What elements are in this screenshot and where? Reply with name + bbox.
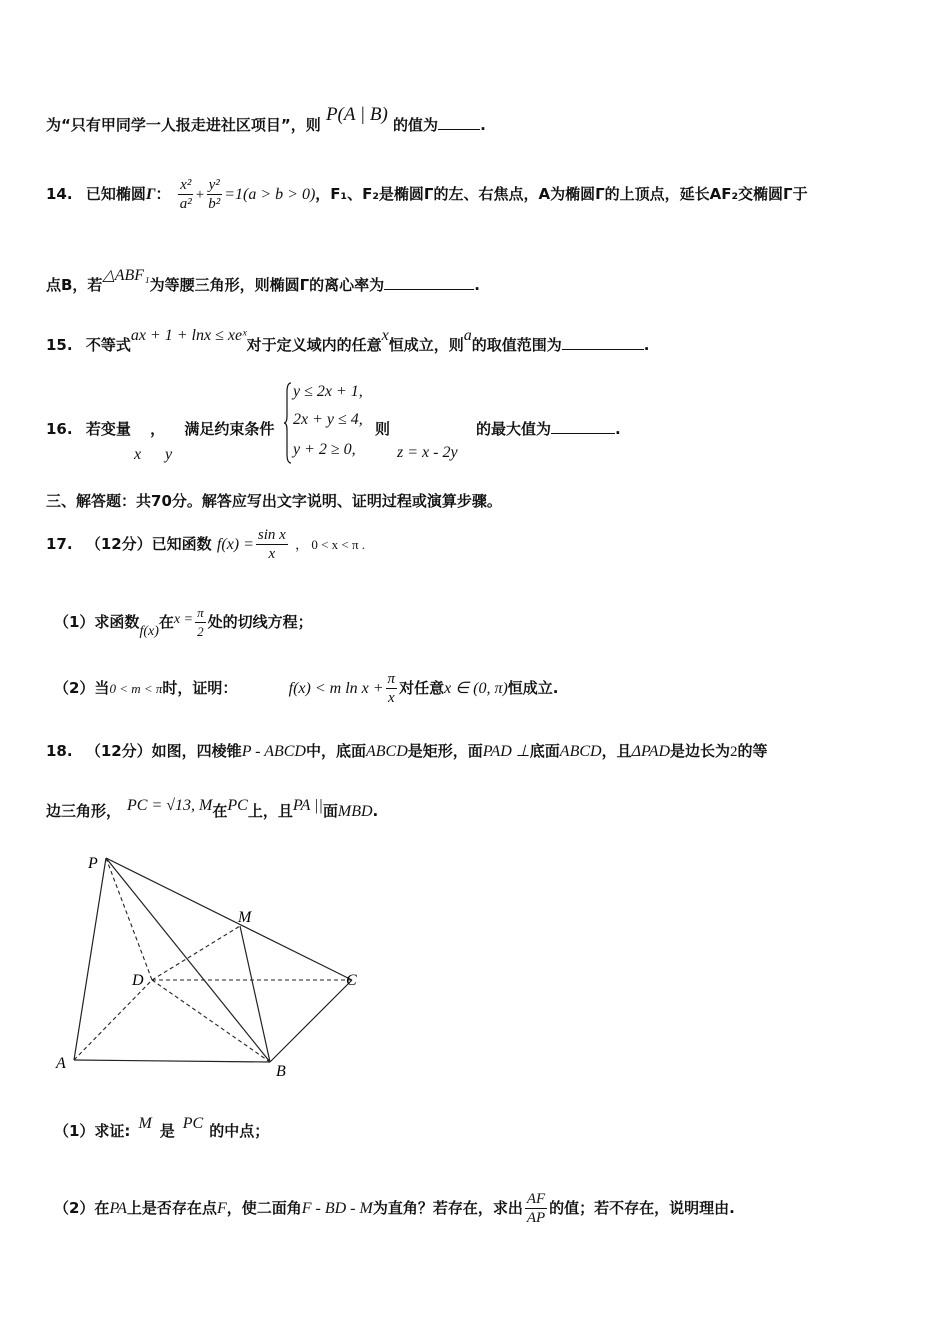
q16-var-y: y: [165, 446, 173, 463]
q14-line1: 14. 已知椭圆Γ： $\frac{\text{x²}}{\text{a²}}$ + $\frac{\text{y²}}{\text{b²}}$ =1(a > b > 0)，F₁、F₂是椭圆Γ的左、右焦点，A为椭圆Γ的上顶点，延长AF₂交椭圆Γ于: [46, 177, 808, 212]
q17-part2: （2）当0 < m < π时，证明： f(x) < m ln x + $\frac{\pi}{x}$ 对任意x ∈ (0, π)恒成立.: [54, 671, 559, 706]
q17-part1: （1）求函数f(x)在x = $\frac{\pi}{2}$ 处的切线方程；: [54, 605, 313, 639]
q16-then: 则: [375, 420, 391, 438]
label-M: M: [238, 909, 252, 926]
edge-DB: [152, 980, 270, 1062]
q16-z: z = x - 2y: [397, 444, 458, 461]
q18-part1: （1）求证: M 是 PC 的中点；: [54, 1115, 270, 1140]
q18-line2: 边三角形， PC = √13, M在PC上，且PA ||面MBD.: [46, 797, 379, 820]
edge-PA: [74, 858, 106, 1060]
q14-rest: ，F₁、F₂是椭圆Γ的左、右焦点，A为椭圆Γ的上顶点，延长AF₂交椭圆Γ于: [315, 185, 808, 203]
label-A: A: [56, 1055, 66, 1072]
q16-blank: [551, 419, 615, 434]
q16-brace: [284, 382, 292, 464]
q14-eq: =1(a > b > 0): [224, 186, 316, 203]
q13-post: 的值为: [393, 116, 439, 134]
label-D: D: [132, 972, 144, 989]
label-B: B: [276, 1063, 286, 1080]
q17-frac: $\frac{\text{sin x}}{x}$: [257, 527, 286, 562]
pyramid-figure: [44, 840, 374, 1085]
edge-DM: [152, 926, 240, 980]
edge-PC: [106, 858, 352, 980]
q13-blank: [438, 115, 480, 130]
q14-frac-x: $\frac{\text{x²}}{\text{a²}}$: [179, 177, 192, 212]
q14-line2: 点B，若△ABF₁为等腰三角形，则椭圆Γ的离心率为 .: [46, 267, 480, 294]
edge-AD: [74, 980, 152, 1060]
q18-part2: （2）在PA上是否存在点F，使二面角F - BD - M为直角？若存在，求出 $\frac{AF}{AP}$ 的值；若不存在，说明理由.: [54, 1191, 735, 1226]
edge-AB: [74, 1060, 270, 1062]
q14-frac-y: $\frac{\text{y²}}{\text{b²}}$: [208, 177, 221, 212]
q16-c2: 2x + y ≤ 4,: [293, 411, 363, 428]
edge-PB: [106, 858, 270, 1062]
q16-post: 的最大值为 .: [476, 420, 621, 438]
q13-expr: P(A | B): [325, 104, 388, 125]
section-title: 三、解答题：共70分。解答应写出文字说明、证明过程或演算步骤。: [46, 492, 502, 510]
q16-line: 16. 若变量 ， 满足约束条件: [46, 420, 275, 438]
edge-PD: [106, 858, 152, 980]
q15-ineq: ax + 1 + lnx ≤ xeˣ: [130, 327, 247, 344]
label-P: P: [88, 855, 98, 872]
edge-BC: [270, 980, 352, 1062]
q15-blank: [562, 335, 644, 350]
edge-MB: [240, 926, 270, 1062]
q16-var-x: x: [134, 446, 142, 463]
q16-c3: y + 2 ≥ 0,: [293, 441, 356, 458]
q14-blank: [384, 275, 474, 290]
q18-line1: 18. （12分）如图，四棱锥P - ABCD中，底面ABCD是矩形，面PAD ⊥底面ABCD，且ΔPAD是边长为2的等: [46, 742, 768, 760]
q17-line: 17. （12分）已知函数 f(x) = $\frac{\text{sin x}}{x}$ ， 0 < x < π .: [46, 527, 366, 562]
q13-line: 为“只有甲同学一人报走进社区项目”，则 P(A | B) 的值为 .: [46, 104, 486, 134]
q14-tri: △ABF₁: [102, 267, 150, 284]
label-C: C: [346, 972, 357, 989]
q13-text: 为“只有甲同学一人报走进社区项目”，则: [46, 116, 321, 134]
q15-line: 15. 不等式ax + 1 + lnx ≤ xeˣ对于定义域内的任意x恒成立，则a的取值范围为 .: [46, 327, 650, 354]
q16-c1: y ≤ 2x + 1,: [293, 383, 363, 400]
